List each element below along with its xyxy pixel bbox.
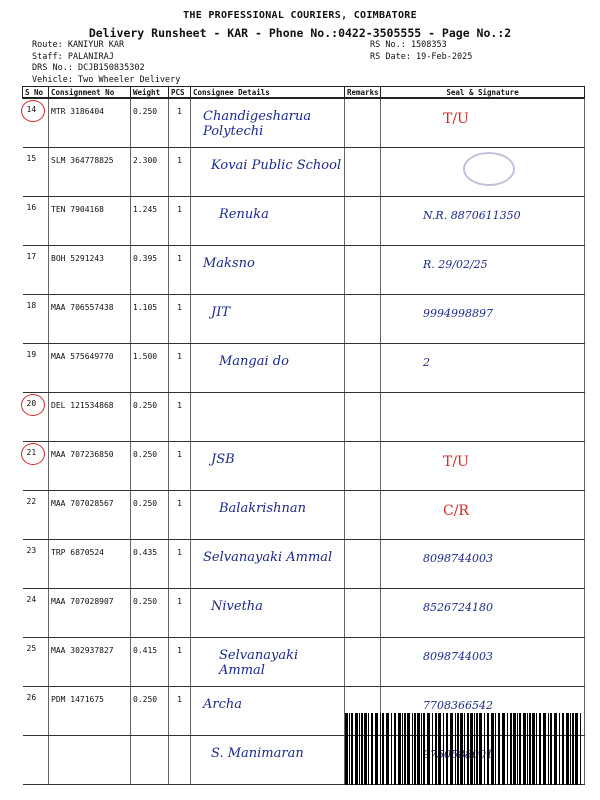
consignee-handwriting: Selvanayaki Ammal — [203, 550, 333, 565]
row-remarks — [345, 295, 381, 344]
barcode-bar — [404, 713, 406, 785]
barcode-bar — [375, 713, 378, 785]
row-remarks — [345, 638, 381, 687]
col-weight: Weight — [131, 87, 169, 99]
seal-signature-handwriting: 9994998897 — [423, 307, 493, 320]
seal-signature-handwriting: 8098744003 — [423, 650, 493, 663]
barcode-bar — [502, 713, 505, 785]
barcode-bar — [487, 713, 489, 785]
table-row — [23, 393, 585, 442]
row-weight — [131, 736, 169, 785]
barcode — [345, 713, 583, 785]
row-pcs: 1 — [169, 246, 191, 295]
barcode-bar — [386, 713, 389, 785]
barcode-bar — [570, 713, 571, 785]
table-row — [23, 295, 585, 344]
row-pcs: 1 — [169, 197, 191, 246]
row-seal-signature — [381, 540, 585, 589]
barcode-bar — [446, 713, 448, 785]
barcode-bar — [438, 713, 441, 785]
row-pcs: 1 — [169, 589, 191, 638]
col-remarks: Remarks — [345, 87, 381, 99]
barcode-bar — [450, 713, 453, 785]
table-header-row — [23, 87, 585, 99]
row-consignment-no: MAA 707236850 — [49, 442, 131, 491]
barcode-bar — [427, 713, 430, 785]
sheet-meta-left — [32, 40, 180, 86]
row-consignment-no: TRP 6870524 — [49, 540, 131, 589]
row-remarks — [345, 393, 381, 442]
barcode-bar — [507, 713, 508, 785]
consignee-handwriting: JIT — [211, 305, 231, 320]
row-weight: 0.435 — [131, 540, 169, 589]
row-consignment-no — [49, 736, 131, 785]
row-weight: 2.300 — [131, 148, 169, 197]
delivery-table — [22, 86, 585, 785]
row-sno: 14 — [23, 98, 49, 148]
row-remarks — [345, 491, 381, 540]
table-row — [23, 197, 585, 246]
row-weight: 0.250 — [131, 687, 169, 736]
row-seal-signature — [381, 148, 585, 197]
col-seal: Seal & Signature — [381, 87, 585, 99]
consignee-handwriting: S. Manimaran — [211, 746, 304, 761]
row-consignment-no: DEL 121534868 — [49, 393, 131, 442]
barcode-bar — [423, 713, 425, 785]
barcode-bar — [391, 713, 392, 785]
row-consignee — [191, 148, 345, 197]
barcode-bar — [510, 713, 512, 785]
row-consignee — [191, 393, 345, 442]
table-row — [23, 589, 585, 638]
seal-signature-handwriting: 7708366542 — [423, 699, 493, 712]
table-row — [23, 148, 585, 197]
row-remarks — [345, 442, 381, 491]
vehicle-label: Vehicle: Two Wheeler Delivery — [32, 74, 181, 85]
consignee-handwriting: Chandigesharua Polytechi — [203, 109, 312, 139]
runsheet-title: Delivery Runsheet - KAR - Phone No.:0422-3505555 - Page No.:2 — [88, 26, 512, 40]
barcode-bar — [572, 713, 574, 785]
barcode-bar — [513, 713, 516, 785]
barcode-bar — [414, 713, 416, 785]
row-consignee — [191, 197, 345, 246]
row-weight: 0.395 — [131, 246, 169, 295]
barcode-bar — [562, 713, 564, 785]
row-sno: 16 — [23, 197, 49, 246]
row-consignee — [191, 491, 345, 540]
row-sno: 24 — [23, 589, 49, 638]
seal-signature-handwriting: N.R. 8870611350 — [423, 209, 521, 222]
sheet-meta-right — [370, 40, 472, 63]
table-row — [23, 491, 585, 540]
barcode-bar — [455, 713, 456, 785]
consignee-handwriting: Kovai Public School — [211, 158, 342, 173]
barcode-bar — [479, 713, 482, 785]
row-pcs: 1 — [169, 687, 191, 736]
barcode-bar — [443, 713, 444, 785]
barcode-bar — [484, 713, 485, 785]
row-seal-signature — [381, 491, 585, 540]
row-sno: 20 — [23, 393, 49, 442]
row-sno: 22 — [23, 491, 49, 540]
barcode-bar — [364, 713, 367, 785]
row-pcs: 1 — [169, 148, 191, 197]
consignee-handwriting: Maksno — [203, 256, 255, 271]
barcode-bar — [368, 713, 369, 785]
drs-label: DRS No.: DCJB150835302 — [32, 63, 145, 73]
row-consignment-no: MTR 3186404 — [49, 98, 131, 148]
row-consignment-no: TEN 7904168 — [49, 197, 131, 246]
barcode-bar — [476, 713, 478, 785]
consignee-handwriting: Renuka — [219, 207, 269, 222]
row-seal-signature — [381, 197, 585, 246]
barcode-bar — [498, 713, 500, 785]
row-sno — [23, 736, 49, 785]
row-seal-signature — [381, 295, 585, 344]
consignee-handwriting: Nivetha — [211, 599, 263, 614]
row-pcs: 1 — [169, 295, 191, 344]
row-pcs: 1 — [169, 540, 191, 589]
row-remarks — [345, 197, 381, 246]
barcode-bar — [351, 713, 353, 785]
barcode-bar — [580, 713, 581, 785]
barcode-bar — [575, 713, 578, 785]
barcode-bar — [529, 713, 531, 785]
seal-signature-handwriting: T/U — [443, 111, 469, 127]
barcode-bar — [380, 713, 381, 785]
col-consignee: Consignee Details — [191, 87, 345, 99]
consignee-handwriting: Mangai do — [219, 354, 289, 369]
barcode-bar — [394, 713, 396, 785]
row-consignee — [191, 295, 345, 344]
barcode-bar — [548, 713, 549, 785]
row-weight: 1.500 — [131, 344, 169, 393]
barcode-bar — [467, 713, 469, 785]
row-seal-signature — [381, 442, 585, 491]
barcode-bar — [539, 713, 541, 785]
barcode-bar — [566, 713, 569, 785]
seal-signature-handwriting: C/R — [443, 503, 469, 519]
barcode-bar — [543, 713, 546, 785]
row-consignee — [191, 638, 345, 687]
seal-signature-handwriting: 2 — [423, 356, 430, 369]
barcode-bar — [421, 713, 422, 785]
table-row — [23, 442, 585, 491]
row-pcs: 1 — [169, 491, 191, 540]
barcode-bar — [382, 713, 384, 785]
row-consignment-no: MAA 575649770 — [49, 344, 131, 393]
row-consignee — [191, 246, 345, 295]
rs-date-label: RS Date: 19-Feb-2025 — [370, 51, 473, 62]
barcode-bar — [349, 713, 350, 785]
row-seal-signature — [381, 98, 585, 148]
barcode-bar — [559, 713, 560, 785]
table-row — [23, 246, 585, 295]
barcode-bar — [432, 713, 433, 785]
consignee-handwriting: Archa — [203, 697, 243, 712]
barcode-bar — [435, 713, 437, 785]
table-row — [23, 638, 585, 687]
row-weight: 0.415 — [131, 638, 169, 687]
barcode-bar — [361, 713, 363, 785]
row-seal-signature — [381, 344, 585, 393]
row-seal-signature — [381, 589, 585, 638]
row-consignment-no: MAA 302937827 — [49, 638, 131, 687]
row-weight: 0.250 — [131, 491, 169, 540]
barcode-bar — [550, 713, 552, 785]
row-consignment-no: MAA 707028907 — [49, 589, 131, 638]
row-consignee — [191, 344, 345, 393]
row-remarks — [345, 540, 381, 589]
row-weight: 0.250 — [131, 589, 169, 638]
barcode-bar — [345, 713, 348, 785]
row-sno: 17 — [23, 246, 49, 295]
consignee-handwriting: Balakrishnan — [219, 501, 307, 516]
row-sno: 25 — [23, 638, 49, 687]
row-weight: 0.250 — [131, 98, 169, 148]
row-consignee — [191, 736, 345, 785]
col-sno: S No — [23, 87, 49, 99]
row-remarks — [345, 98, 381, 148]
row-pcs: 1 — [169, 638, 191, 687]
barcode-bar — [519, 713, 521, 785]
row-remarks — [345, 344, 381, 393]
barcode-bar — [398, 713, 401, 785]
row-remarks — [345, 246, 381, 295]
staff-label: Staff: PALANIRAJ — [32, 51, 114, 62]
row-remarks — [345, 148, 381, 197]
company-title: THE PROFESSIONAL COURIERS, COIMBATORE — [183, 10, 417, 21]
barcode-bar — [407, 713, 410, 785]
barcode-bar — [491, 713, 494, 785]
row-consignment-no: PDM 1471675 — [49, 687, 131, 736]
row-consignee — [191, 442, 345, 491]
row-sno: 19 — [23, 344, 49, 393]
barcode-bar — [495, 713, 496, 785]
row-sno: 26 — [23, 687, 49, 736]
row-weight: 1.245 — [131, 197, 169, 246]
col-pcs: PCS — [169, 87, 191, 99]
barcode-bar — [460, 713, 463, 785]
red-circle-mark — [21, 100, 45, 122]
row-consignee — [191, 687, 345, 736]
row-consignee — [191, 98, 345, 148]
row-consignment-no: MAA 707028567 — [49, 491, 131, 540]
barcode-bar — [517, 713, 518, 785]
barcode-bar — [417, 713, 420, 785]
barcode-bar — [523, 713, 526, 785]
barcode-bar — [402, 713, 403, 785]
seal-signature-handwriting: 8526724180 — [423, 601, 493, 614]
barcode-bar — [536, 713, 537, 785]
row-sno: 21 — [23, 442, 49, 491]
row-sno: 18 — [23, 295, 49, 344]
row-weight: 0.250 — [131, 442, 169, 491]
row-remarks — [345, 589, 381, 638]
row-seal-signature — [381, 638, 585, 687]
barcode-bar — [470, 713, 473, 785]
table-row — [23, 540, 585, 589]
row-pcs: 1 — [169, 393, 191, 442]
row-sno: 23 — [23, 540, 49, 589]
row-weight: 0.250 — [131, 393, 169, 442]
row-consignee — [191, 540, 345, 589]
row-pcs: 1 — [169, 344, 191, 393]
row-consignment-no: BOH 5291243 — [49, 246, 131, 295]
barcode-bar — [359, 713, 360, 785]
barcode-bar — [527, 713, 528, 785]
table-row — [23, 98, 585, 148]
stamp-seal-icon — [463, 152, 515, 186]
barcode-bar — [457, 713, 459, 785]
row-pcs — [169, 736, 191, 785]
consignee-handwriting: Selvanayaki Ammal — [219, 648, 299, 678]
barcode-bar — [474, 713, 475, 785]
barcode-bar — [412, 713, 413, 785]
seal-signature-handwriting: T/U — [443, 454, 469, 470]
table-row — [23, 344, 585, 393]
row-pcs: 1 — [169, 98, 191, 148]
barcode-bar — [554, 713, 557, 785]
row-sno: 15 — [23, 148, 49, 197]
barcode-bar — [371, 713, 373, 785]
barcode-bar — [532, 713, 535, 785]
barcode-bar — [464, 713, 465, 785]
col-consignment: Consignment No — [49, 87, 131, 99]
row-consignment-no: SLM 364778825 — [49, 148, 131, 197]
seal-signature-handwriting: 8098744003 — [423, 552, 493, 565]
rs-no-label: RS No.: 1508353 — [370, 40, 447, 50]
barcode-bar — [355, 713, 358, 785]
consignee-handwriting: JSB — [211, 452, 235, 467]
route-label: Route: KANIYUR KAR — [32, 40, 125, 50]
row-weight: 1.105 — [131, 295, 169, 344]
red-circle-mark — [21, 443, 45, 465]
red-circle-mark — [21, 394, 45, 416]
row-seal-signature — [381, 393, 585, 442]
seal-signature-handwriting: R. 29/02/25 — [423, 258, 488, 271]
row-consignee — [191, 589, 345, 638]
row-pcs: 1 — [169, 442, 191, 491]
row-consignment-no: MAA 706557438 — [49, 295, 131, 344]
row-seal-signature — [381, 246, 585, 295]
